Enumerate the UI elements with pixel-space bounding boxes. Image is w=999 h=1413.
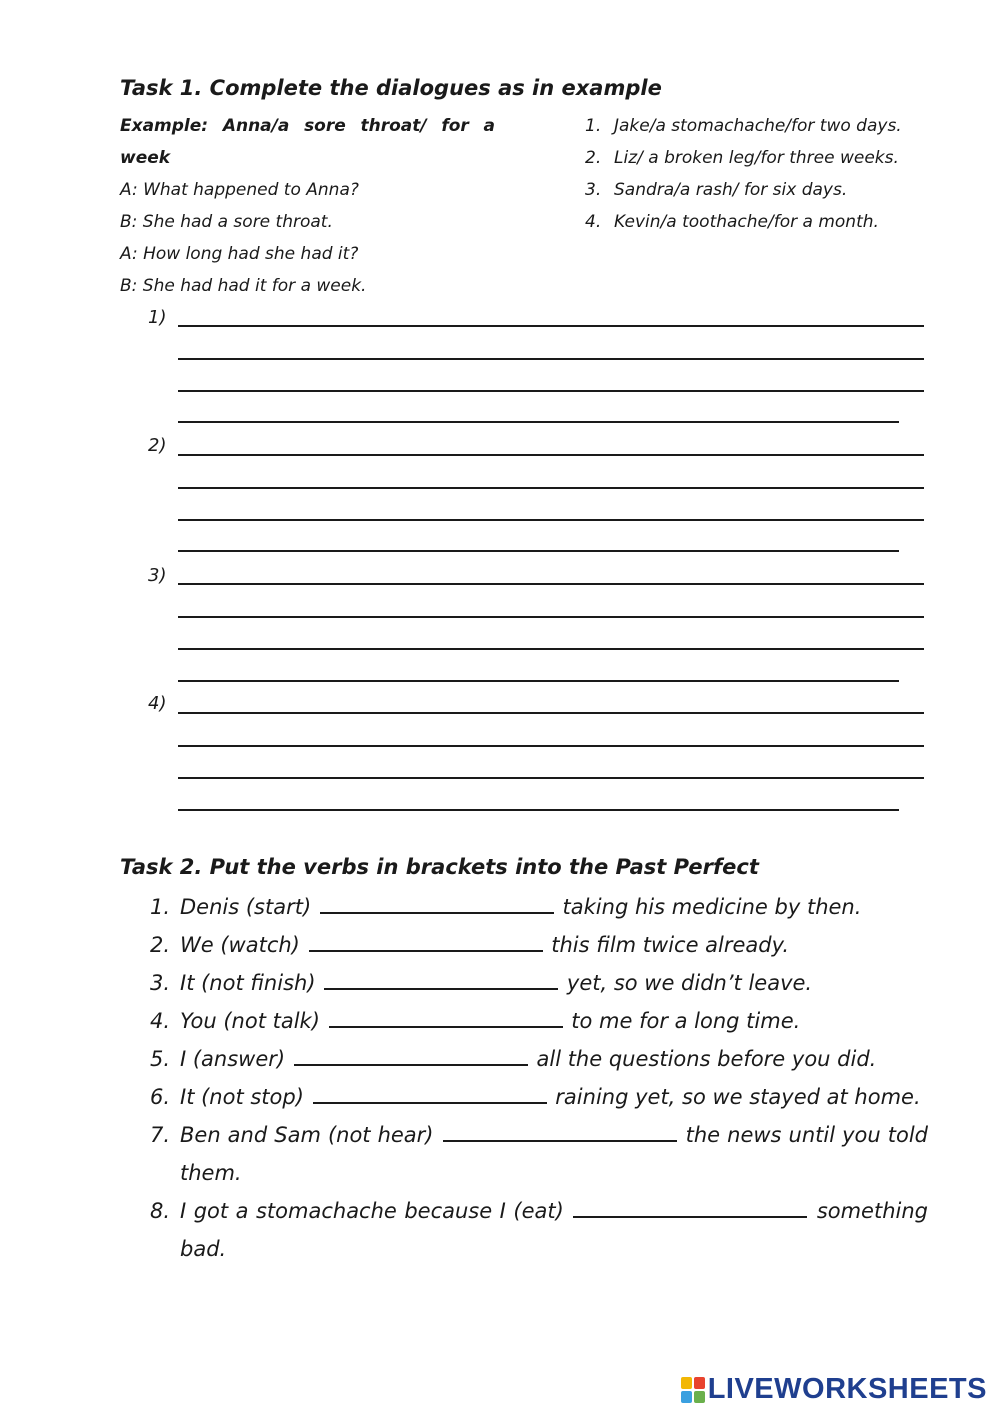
prompt-text: Jake/a stomachache/for two days.: [614, 116, 902, 136]
prompt-text: Kevin/a toothache/for a month.: [614, 212, 879, 232]
answer-line[interactable]: [178, 390, 924, 392]
item-continuation: to me for a long time.: [571, 1009, 801, 1033]
item-continuation: something bad.: [180, 1199, 928, 1261]
exercise-item: [150, 926, 928, 964]
exercise-item: [150, 1116, 928, 1192]
item-number: 5.: [150, 1047, 171, 1071]
item-continuation: this film twice already.: [551, 933, 790, 957]
item-prompt: I (answer): [180, 1047, 286, 1071]
logo-square: [681, 1377, 692, 1389]
liveworksheets-logo: [681, 1373, 987, 1406]
exercise-item: [150, 1192, 928, 1268]
answer-line[interactable]: [178, 583, 924, 585]
answer-label: 2): [148, 435, 167, 456]
exercise-item: [150, 1002, 928, 1040]
answer-blank[interactable]: [320, 912, 554, 914]
exercise-item: [150, 1040, 928, 1078]
answer-line[interactable]: [178, 616, 924, 618]
answer-blank[interactable]: [313, 1102, 547, 1104]
answer-line[interactable]: [178, 550, 899, 552]
answer-blank[interactable]: [573, 1216, 807, 1218]
answer-line[interactable]: [178, 421, 899, 423]
answer-line[interactable]: [178, 648, 924, 650]
task2-list: [150, 888, 928, 1268]
answer-label: 1): [148, 307, 167, 328]
answer-blank[interactable]: [329, 1026, 563, 1028]
prompt-number: 1.: [585, 116, 602, 136]
item-number: 6.: [150, 1085, 171, 1109]
answer-line[interactable]: [178, 712, 924, 714]
answer-blank[interactable]: [309, 950, 543, 952]
item-number: 1.: [150, 895, 171, 919]
answer-line[interactable]: [178, 777, 924, 779]
item-prompt: Ben and Sam (not hear): [180, 1123, 434, 1147]
item-prompt: I got a stomachache because I (eat): [180, 1199, 564, 1223]
item-prompt: You (not talk): [180, 1009, 320, 1033]
prompt-number: 3.: [585, 180, 602, 200]
prompt-text: Sandra/a rash/ for six days.: [614, 180, 848, 200]
item-number: 7.: [150, 1123, 171, 1147]
example-line: A: What happened to Anna?: [120, 180, 359, 200]
prompt-text: Liz/ a broken leg/for three weeks.: [614, 148, 899, 168]
item-continuation: taking his medicine by then.: [562, 895, 862, 919]
item-continuation: all the questions before you did.: [536, 1047, 877, 1071]
answer-line[interactable]: [178, 454, 924, 456]
answer-line[interactable]: [178, 519, 924, 521]
answer-label: 3): [148, 565, 167, 586]
item-prompt: It (not finish): [180, 971, 316, 995]
answer-line[interactable]: [178, 809, 899, 811]
prompt-item: [585, 110, 928, 142]
item-continuation: raining yet, so we stayed at home.: [555, 1085, 921, 1109]
item-number: 4.: [150, 1009, 171, 1033]
answer-line[interactable]: [178, 325, 924, 327]
exercise-item: [150, 1078, 928, 1116]
prompt-item: [585, 142, 928, 174]
prompt-item: [585, 206, 928, 238]
item-continuation: the news until you told them.: [180, 1123, 928, 1185]
exercise-item: [150, 964, 928, 1002]
answer-line[interactable]: [178, 680, 899, 682]
answer-line[interactable]: [178, 487, 924, 489]
prompt-item: [585, 174, 928, 206]
item-number: 8.: [150, 1199, 171, 1223]
answer-blank[interactable]: [324, 988, 558, 990]
answer-line[interactable]: [178, 745, 924, 747]
item-continuation: yet, so we didn’t leave.: [566, 971, 813, 995]
task1-title: Task 1. Complete the dialogues as in example: [120, 76, 662, 100]
item-number: 3.: [150, 971, 171, 995]
answer-blank[interactable]: [443, 1140, 677, 1142]
item-prompt: We (watch): [180, 933, 300, 957]
prompt-number: 4.: [585, 212, 602, 232]
brand-name: LIVEWORKSHEETS: [707, 1373, 987, 1405]
item-prompt: Denis (start): [180, 895, 312, 919]
item-number: 2.: [150, 933, 171, 957]
item-prompt: It (not stop): [180, 1085, 304, 1109]
example-line: A: How long had she had it?: [120, 244, 359, 264]
answer-label: 4): [148, 693, 167, 714]
example-heading: Example: Anna/a sore throat/ for a week: [120, 116, 495, 168]
answer-line[interactable]: [178, 358, 924, 360]
prompt-number: 2.: [585, 148, 602, 168]
logo-square: [694, 1377, 705, 1389]
task2-title: Task 2. Put the verbs in brackets into the Past Perfect: [120, 855, 759, 879]
exercise-item: [150, 888, 928, 926]
answer-blank[interactable]: [294, 1064, 528, 1066]
logo-square: [694, 1391, 705, 1403]
example-line: B: She had a sore throat.: [120, 212, 333, 232]
logo-square: [681, 1391, 692, 1403]
liveworksheets-logo-icon: [681, 1377, 705, 1403]
example-line: B: She had had it for a week.: [120, 276, 367, 296]
task1-prompts: [585, 110, 928, 238]
